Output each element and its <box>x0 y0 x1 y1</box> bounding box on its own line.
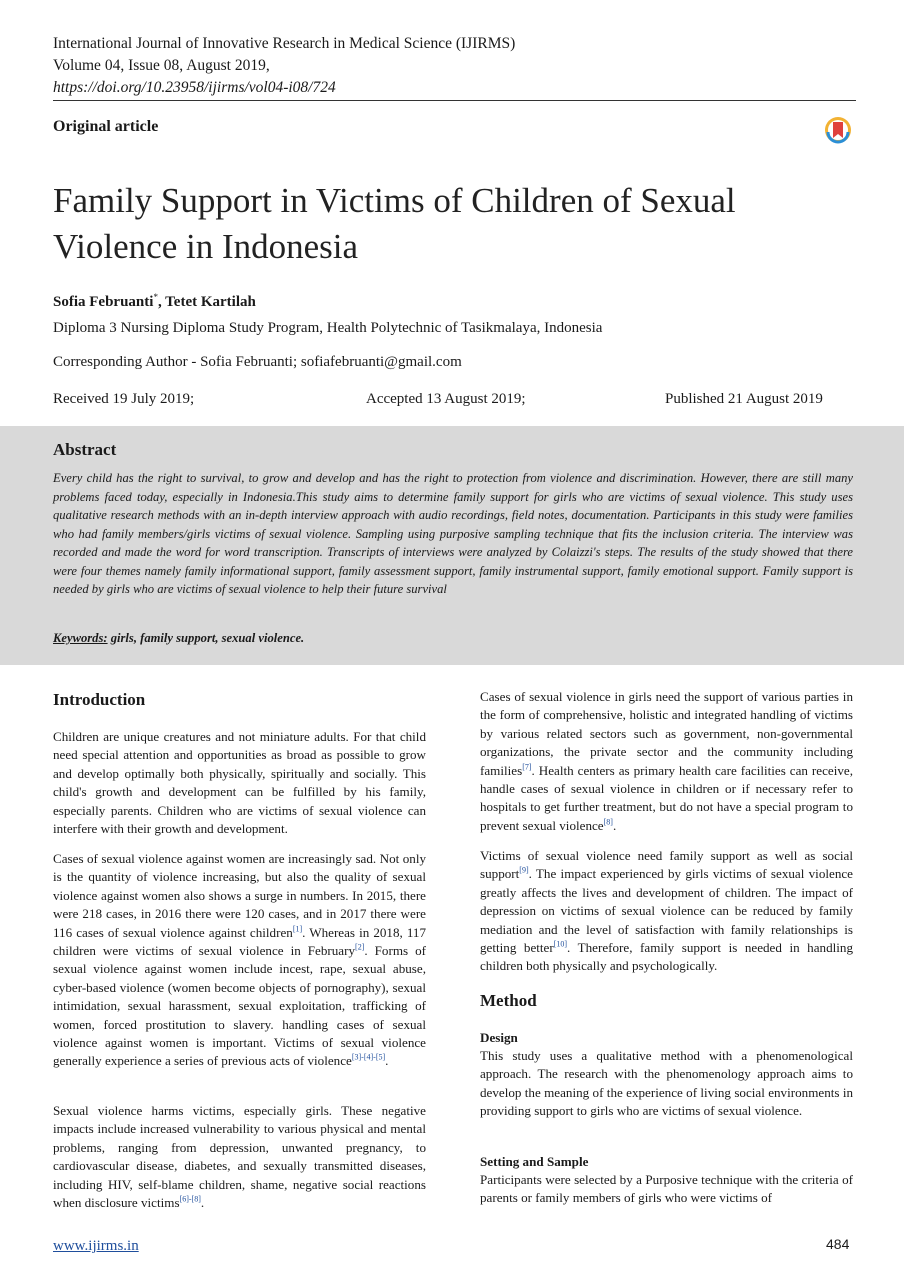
intro-paragraph-3: Sexual violence harms victims, especially girls. These negative impacts include increased vulnerability to various physical and mental problems, ranging from depression, unwanted pregnancy, to cardiovascular disease, diabetes, and sexually transmitted diseases, including HIV, self-blame children, shame, negative social reactions when disclosure victims[6]-[8]. <box>53 1103 426 1211</box>
keywords-list: girls, family support, sexual violence. <box>107 631 305 645</box>
article-type: Original article <box>53 118 159 135</box>
citation[interactable]: [2] <box>355 942 365 952</box>
intro-paragraph-2: Cases of sexual violence against women are increasingly sad. Not only is the quantity of violence increasing, but also the quality of sexual violence against women also shows a surge in numbers. In 2015, there were 218 cases, in 2016 there were 120 cases, and in 2017 there were 116 cases of sexual violence against children[1]. Whereas in 2018, 117 children were victims of sexual violence in February[2]. Forms of sexual violence against women include incest, rape, sexual abuse, cyber-based violence (women become objects of pornography), sexual intimidation, sexual harassment, sexual exploitation, trafficking of women, forced prostitution to slavery. handling cases of sexual violence against women is important. Victims of sexual violence generally experience a series of previous acts of violence[3]-[4]-[5]. <box>53 851 427 1069</box>
setting-heading: Setting and Sample <box>480 1154 589 1169</box>
right-paragraph-1: Cases of sexual violence in girls need the support of various parties in the form of comprehensive, holistic and integrated handling of victims by various related sectors such as government, non-governmental organizations, the private sector and the community including families[7]. Health centers as primary health care facilities can receive, handle cases of sexual violence in children or if necessary refer to hospitals to get further treatment, but do not have a special program to prevent sexual violence[8]. <box>480 689 853 833</box>
citation[interactable]: [6]-[8] <box>179 1194 201 1204</box>
setting-text: Participants were selected by a Purposive technique with the criteria of parents or family members of girls who were victims of <box>480 1172 853 1206</box>
article-title <box>53 178 853 270</box>
abstract-heading: Abstract <box>53 440 117 459</box>
author-first: Sofia Februanti <box>53 294 154 310</box>
doi-link[interactable]: https://doi.org/10.23958/ijirms/vol04-i08/724 <box>53 79 336 96</box>
footer-website-link[interactable]: www.ijirms.in <box>53 1238 139 1254</box>
journal-volume: Volume 04, Issue 08, August 2019, <box>53 57 270 74</box>
method-heading: Method <box>480 991 537 1010</box>
abstract-text: Every child has the right to survival, to grow and develop and has the right to protection from violence and discrimination. However, there are still many problems faced today, especially in Indonesia.This study aims to determine family support for girls who are victims of sexual violence. This study uses qualitative research methods with an in-depth interview approach with audio recordings, field notes, documentation. Participants in this study were families who had family members/girls victims of sexual violence. Sampling using purposive sampling technique that fits the inclusion criteria. The interview was recorded and made the word for word transcription. Transcripts of interviews were analyzed by Colaizzi's steps. The results of the study showed that there were four themes namely family informational support, family assessment support, family instrumental support, family emotional support. Family support is needed by girls who are victims of sexual violence to help their future survival <box>53 471 853 596</box>
citation[interactable]: [10] <box>553 939 568 949</box>
corresponding-author: Corresponding Author - Sofia Februanti; sofiafebruanti@gmail.com <box>53 354 462 370</box>
title-line-2: Violence in Indonesia <box>53 227 359 266</box>
page-number: 484 <box>826 1236 850 1252</box>
accepted-date: Accepted 13 August 2019; <box>366 391 526 407</box>
author-rest: , Tetet Kartilah <box>157 294 256 310</box>
affiliation: Diploma 3 Nursing Diploma Study Program, Health Polytechnic of Tasikmalaya, Indonesia <box>53 320 603 336</box>
right-paragraph-2: Victims of sexual violence need family support as well as social support[9]. The impact experienced by girls victims of sexual violence greatly affects the lives and development of children. The impact of depression on victims of sexual violence can be reduced by family mediation and the level of satisfaction with family relationships is getting better[10]. Therefore, family support is needed in handling children both physically and psychologically. <box>480 848 854 974</box>
keywords-label: Keywords: <box>53 631 108 645</box>
received-date: Received 19 July 2019; <box>53 391 195 407</box>
author-mark: * <box>153 292 158 302</box>
design-heading: Design <box>480 1030 518 1045</box>
keywords <box>53 631 304 646</box>
citation[interactable]: [8] <box>603 817 613 827</box>
citation[interactable]: [9] <box>519 866 529 876</box>
header-rule <box>53 100 856 101</box>
journal-name: International Journal of Innovative Research in Medical Science (IJIRMS) <box>53 35 516 52</box>
crossmark-icon[interactable] <box>824 116 852 144</box>
authors <box>53 292 256 311</box>
citation[interactable]: [1] <box>292 924 303 934</box>
intro-paragraph-1: Children are unique creatures and not miniature adults. For that child need special attention and opportunities as broad as possible to grow and develop optimally both physically, spiritually and socially. This child's growth and development can be fulfilled by his family, especially parents. Children who are victims of sexual violence can interfere with their growth and development. <box>53 729 426 837</box>
published-date: Published 21 August 2019 <box>665 391 823 407</box>
introduction-heading: Introduction <box>53 690 146 709</box>
citation[interactable]: [3]-[4]-[5] <box>351 1053 386 1063</box>
design-text: This study uses a qualitative method with a phenomenological approach. The research with the phenomenology approach aims to develop the meaning of the experience of living social environments in providing support to girls who are victims of sexual violence. <box>480 1048 853 1119</box>
title-line-1: Family Support in Victims of Children of Sexual <box>53 181 736 220</box>
citation[interactable]: [7] <box>522 762 532 772</box>
